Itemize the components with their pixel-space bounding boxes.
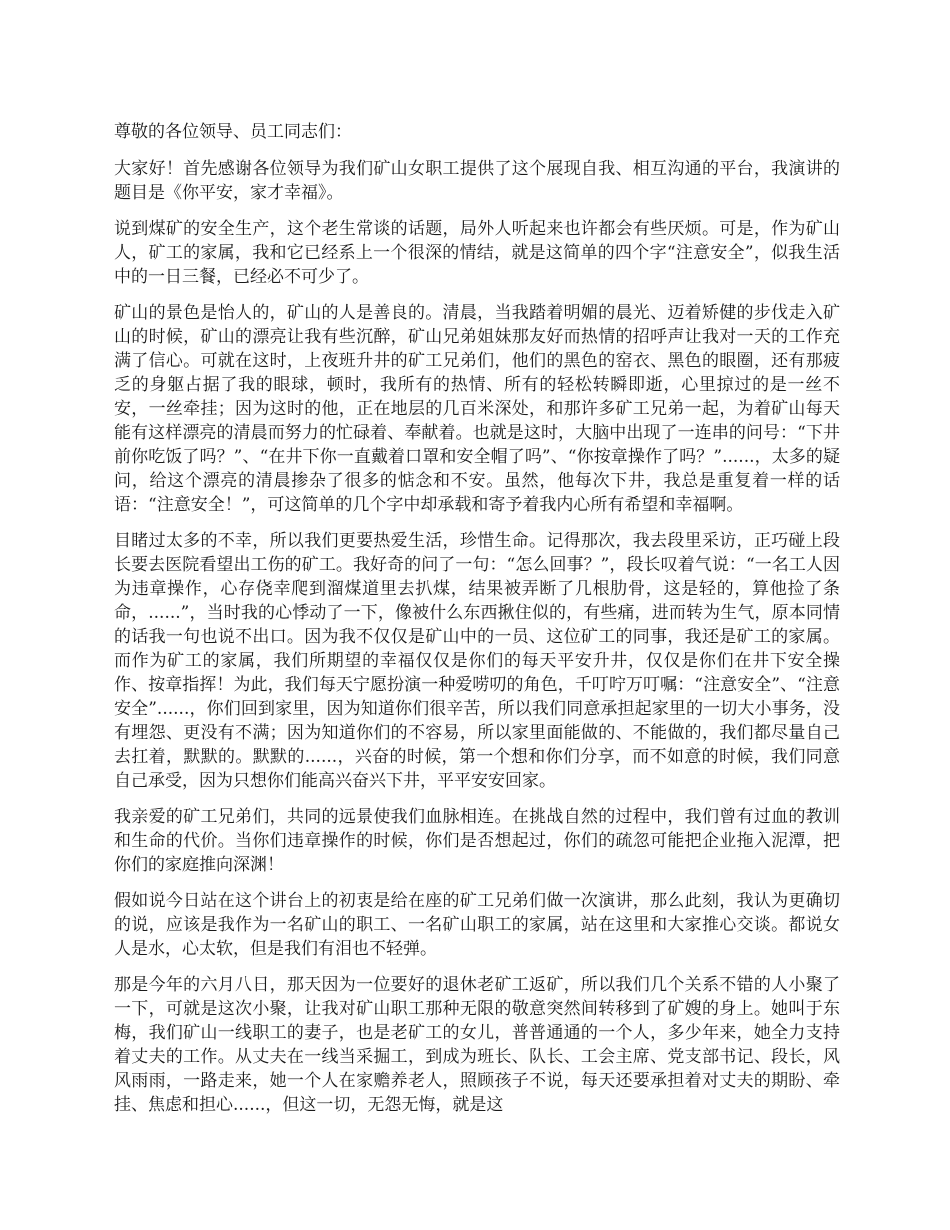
paragraph-june-story: 那是今年的六月八日，那天因为一位要好的退休老矿工返矿，所以我们几个关系不错的人小聚了一下，可就是这次小聚，让我对矿山职工那种无限的敬意突然间转移到了矿嫂的身上。她叫于东梅，我们矿山一线职工的妻子，也是老矿工的女儿，普普通通的一个人，多少年来，她全力支持着丈夫的工作。从丈夫在一线当采掘工，到成为班长、队长、工会主席、党支部书记、段长，风风雨雨，一路走来，她一个人在家赡养老人，照顾孩子不说，每天还要承担着对丈夫的期盼、牵挂、焦虑和担心......，但这一切，无怨无悔，就是这 [114, 975, 840, 1115]
paragraph-injury-story: 目睹过太多的不幸，所以我们更要热爱生活，珍惜生命。记得那次，我去段里采访，正巧碰上段长要去医院看望出工伤的矿工。我好奇的问了一句：“怎么回事？”，段长叹着气说：“一名工人因为违章操作，心存侥幸爬到溜煤道里去扒煤，结果被弄断了几根肋骨，这是轻的，算他捡了条命，......”，当时我的心悸动了一下，像被什么东西揪住似的，有些痛，进而转为生气，原本同情的话我一句也说不出口。因为我不仅仅是矿山中的一员、这位矿工的同事，我还是矿工的家属。而作为矿工的家属，我们所期望的幸福仅仅是你们的每天平安升井，仅仅是你们在井下安全操作、按章指挥！为此，我们每天宁愿扮演一种爱唠叨的角色，千叮咛万叮嘱：“注意安全”、“注意安全”......，你们回到家里，因为知道你们很辛苦，所以我们同意承担起家里的一切大小事务，没有埋怨、更没有不满；因为知道你们的不容易，所以家里面能做的、不能做的，我们都尽量自己去扛着，默默的。默默的......，兴奋的时候，第一个想和你们分享，而不如意的时候，我们同意自己承受，因为只想你们能高兴奋兴下井，平平安安回家。 [114, 531, 840, 791]
salutation: 尊敬的各位领导、员工同志们： [114, 122, 352, 142]
paragraph-safety-intro: 说到煤矿的安全生产，这个老生常谈的话题，局外人听起来也许都会有些厌烦。可是，作为矿山人，矿工的家属，我和它已经系上一个很深的情结，就是这简单的四个字“注意安全”，似我生活中的一日三餐，已经必不可少了。 [114, 219, 840, 287]
paragraph-appeal: 我亲爱的矿工兄弟们，共同的远景使我们血脉相连。在挑战自然的过程中，我们曾有过血的教训和生命的代价。当你们违章操作的时候，你们是否想起过，你们的疏忽可能把企业拖入泥潭，把你们的家庭推向深渊！ [114, 807, 840, 875]
paragraph-greeting: 大家好！首先感谢各位领导为我们矿山女职工提供了这个展现自我、相互沟通的平台，我演讲的题目是《你平安，家才幸福》。 [114, 159, 840, 203]
paragraph-morning-scene: 矿山的景色是怡人的，矿山的人是善良的。清晨，当我踏着明媚的晨光、迈着矫健的步伐走入矿山的时候，矿山的漂亮让我有些沉醉，矿山兄弟姐妹那友好而热情的招呼声让我对一天的工作充满了信心。可就在这时，上夜班升井的矿工兄弟们，他们的黑色的窑衣、黑色的眼圈，还有那疲乏的身躯占据了我的眼球，顿时，我所有的热情、所有的轻松转瞬即逝，心里掠过的是一丝不安，一丝牵挂；因为这时的他，正在地层的几百米深处，和那许多矿工兄弟一起，为着矿山每天能有这样漂亮的清晨而努力的忙碌着、奉献着。也就是这时，大脑中出现了一连串的问号：“下井前你吃饭了吗？”、“在井下你一直戴着口罩和安全帽了吗”、“你按章操作了吗？”......，太多的疑问，给这个漂亮的清晨掺杂了很多的惦念和不安。虽然，他每次下井，我总是重复着一样的话语：“注意安全！”，可这简单的几个字中却承载和寄予着我内心所有希望和幸福啊。 [114, 303, 840, 515]
document-page [114, 120, 840, 1129]
paragraph-speech-purpose: 假如说今日站在这个讲台上的初衷是给在座的矿工兄弟们做一次演讲，那么此刻，我认为更确切的说，应该是我作为一名矿山的职工、一名矿山职工的家属，站在这里和大家推心交谈。都说女人是水，心太软，但是我们有泪也不轻弹。 [114, 891, 840, 959]
